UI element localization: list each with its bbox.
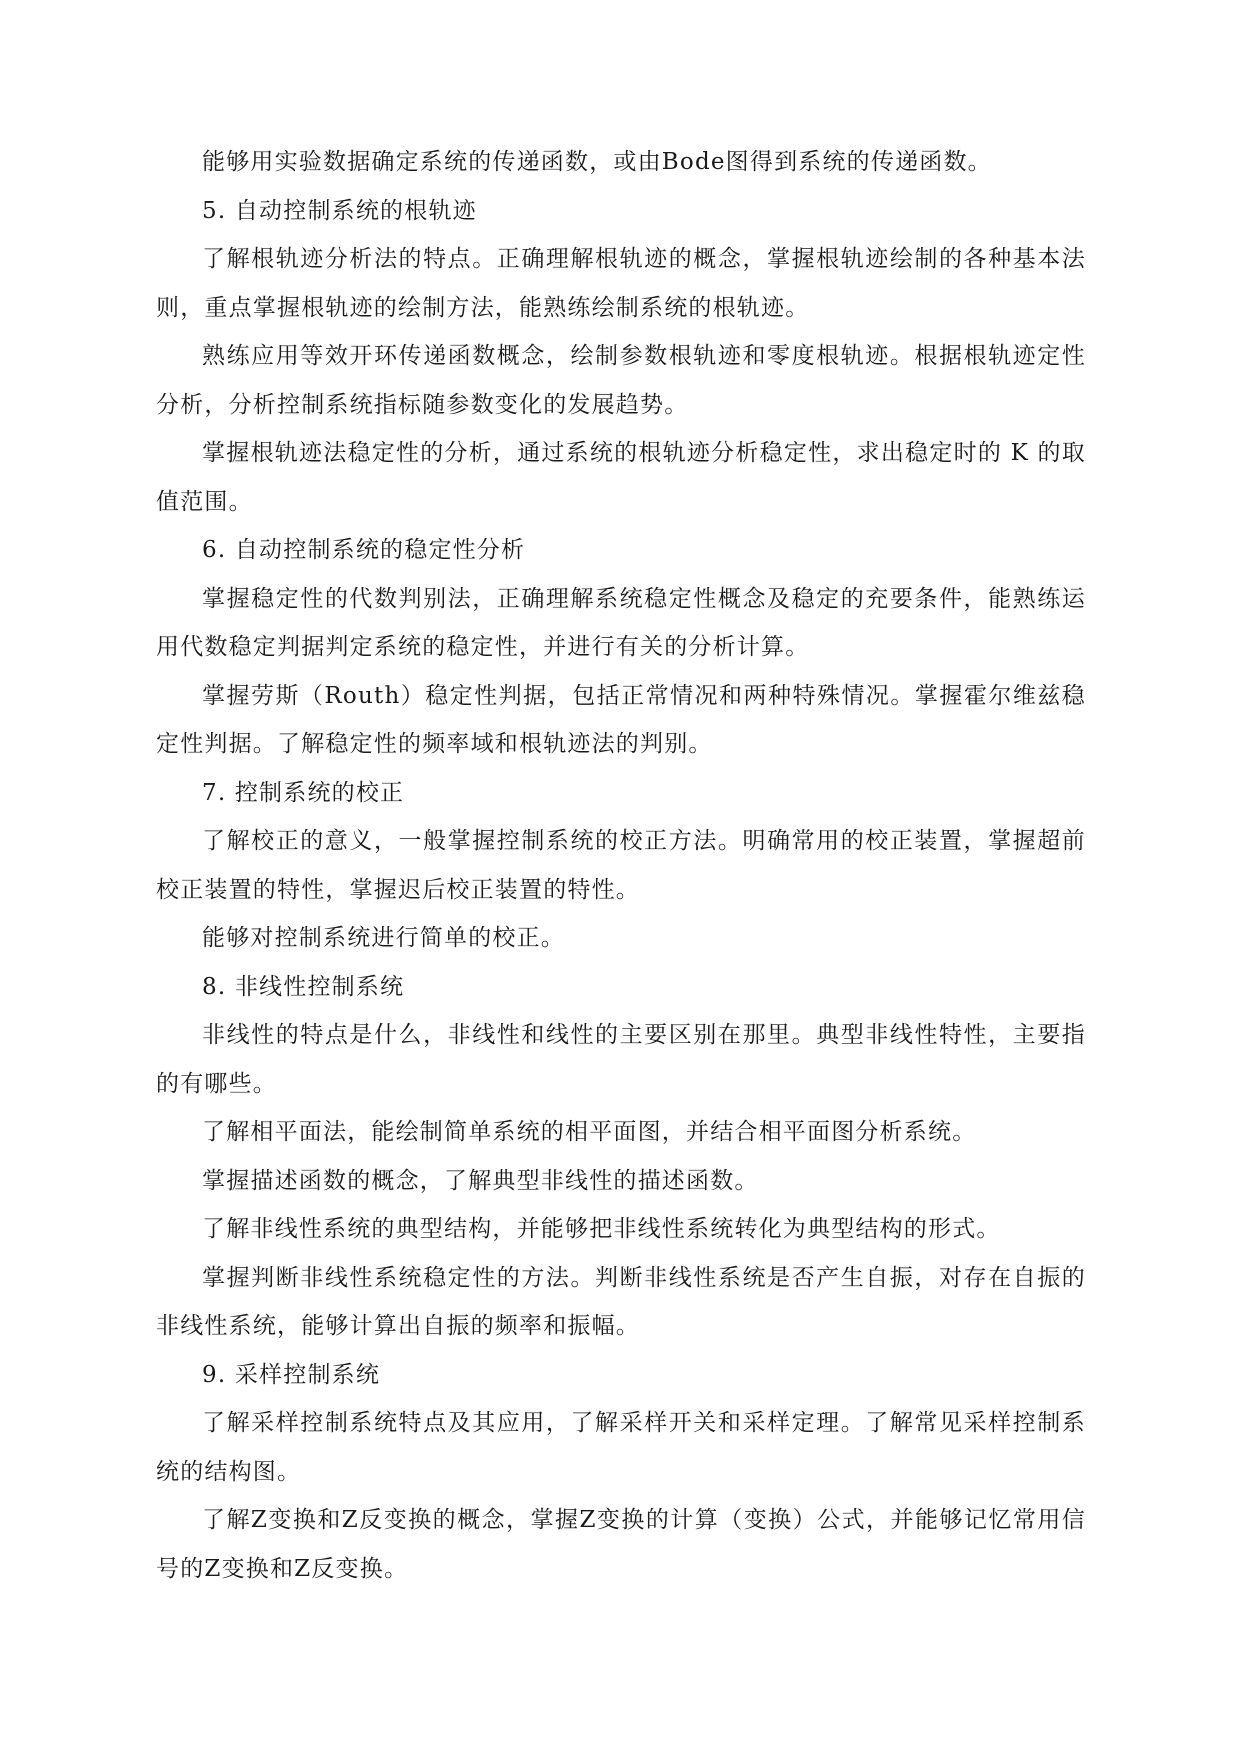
section-heading-nonlinear: 8. 非线性控制系统 [202,973,405,1000]
section-heading-stability: 6. 自动控制系统的稳定性分析 [202,537,526,563]
paragraph-z-transform: 了解Z变换和Z反变换的概念，掌握Z变换的计算（变换）公式，并能够记忆常用信号的Z变换和Z反变换。 [156,1507,1086,1582]
paragraph-sampling-features: 了解采样控制系统特点及其应用，了解采样开关和采样定理。了解常见采样控制系统的结构图。 [156,1410,1086,1485]
paragraph-phase-plane: 了解相平面法，能绘制简单系统的相平面图，并结合相平面图分析系统。 [202,1119,977,1145]
paragraph-algebraic-criterion: 掌握稳定性的代数判别法，正确理解系统稳定性概念及稳定的充要条件，能熟练运用代数稳定判据判定系统的稳定性，并进行有关的分析计算。 [156,585,1086,660]
paragraph-routh-criterion: 掌握劳斯（Routh）稳定性判据，包括正常情况和两种特殊情况。掌握霍尔维兹稳定性判据。了解稳定性的频率域和根轨迹法的判别。 [156,682,1086,757]
section-heading-sampling: 9. 采样控制系统 [202,1361,381,1388]
section-heading-compensation: 7. 控制系统的校正 [202,779,405,806]
paragraph-describing-function: 掌握描述函数的概念，了解典型非线性的描述函数。 [202,1167,759,1194]
paragraph-nonlinear-features: 非线性的特点是什么，非线性和线性的主要区别在那里。典型非线性特性，主要指的有哪些。 [156,1022,1086,1097]
paragraph-compensation-devices: 了解校正的意义，一般掌握控制系统的校正方法。明确常用的校正装置，掌握超前校正装置的特性，掌握迟后校正装置的特性。 [156,828,1086,903]
paragraph-nonlinear-stability: 掌握判断非线性系统稳定性的方法。判断非线性系统是否产生自振，对存在自振的非线性系统，能够计算出自振的频率和振幅。 [156,1264,1086,1339]
paragraph-root-locus-concept: 了解根轨迹分析法的特点。正确理解根轨迹的概念，掌握根轨迹绘制的各种基本法则，重点掌握根轨迹的绘制方法，能熟练绘制系统的根轨迹。 [156,246,1086,321]
paragraph-typical-structure: 了解非线性系统的典型结构，并能够把非线性系统转化为典型结构的形式。 [202,1216,1001,1242]
paragraph-transfer-function: 能够用实验数据确定系统的传递函数，或由Bode图得到系统的传递函数。 [202,149,992,175]
section-heading-root-locus: 5. 自动控制系统的根轨迹 [202,197,477,224]
paragraph-root-locus-parameter: 熟练应用等效开环传递函数概念，绘制参数根轨迹和零度根轨迹。根据根轨迹定性分析，分析控制系统指标随参数变化的发展趋势。 [156,343,1086,418]
document-body [156,138,1086,1593]
paragraph-simple-compensation: 能够对控制系统进行简单的校正。 [202,925,565,951]
paragraph-root-locus-stability: 掌握根轨迹法稳定性的分析，通过系统的根轨迹分析稳定性，求出稳定时的 K 的取值范围。 [156,440,1086,515]
